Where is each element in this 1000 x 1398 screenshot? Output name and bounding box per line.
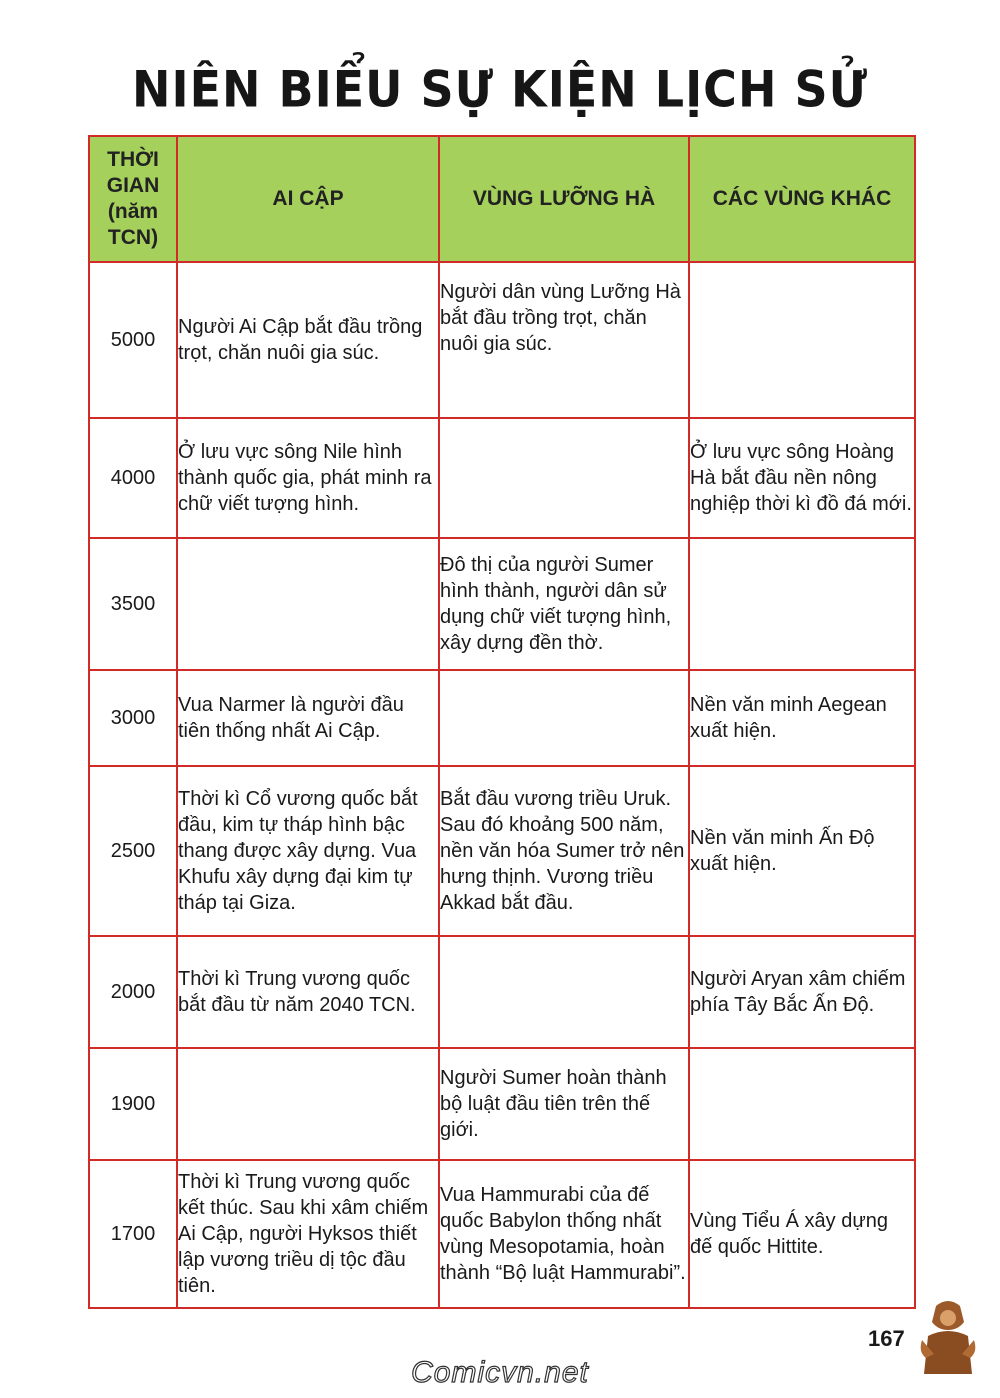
others-cell (689, 538, 915, 670)
year-cell: 1900 (89, 1048, 177, 1160)
others-cell (689, 1048, 915, 1160)
mesopotamia-cell (439, 418, 689, 538)
others-cell: Nền văn minh Ấn Độ xuất hiện. (689, 766, 915, 936)
others-cell: Ở lưu vực sông Hoàng Hà bắt đầu nền nông nghiệp thời kì đồ đá mới. (689, 418, 915, 538)
header-time-line: GIAN (106, 174, 160, 197)
table-row (89, 1160, 915, 1308)
table-row (89, 670, 915, 766)
header-time-line: TCN) (107, 226, 159, 249)
page-number: 167 (868, 1326, 905, 1351)
egypt-cell (177, 1048, 439, 1160)
egypt-cell: Vua Narmer là người đầu tiên thống nhất Ai Cập. (177, 670, 439, 766)
year-cell: 1700 (89, 1160, 177, 1308)
table-row (89, 1048, 915, 1160)
header-others: CÁC VÙNG KHÁC (689, 136, 915, 262)
header-mesopotamia: VÙNG LƯỠNG HÀ (439, 136, 689, 262)
watermark: Comicvn.net (411, 1356, 589, 1389)
year-cell: 2500 (89, 766, 177, 936)
others-cell (689, 262, 915, 418)
year-cell: 4000 (89, 418, 177, 538)
table-row (89, 766, 915, 936)
mesopotamia-cell: Người Sumer hoàn thành bộ luật đầu tiên trên thế giới. (439, 1048, 689, 1160)
year-cell: 5000 (89, 262, 177, 418)
egypt-cell: Thời kì Cổ vương quốc bắt đầu, kim tự tháp hình bậc thang được xây dựng. Vua Khufu xây dựng đại kim tự tháp tại Giza. (177, 766, 439, 936)
header-time (89, 136, 177, 262)
egypt-cell: Thời kì Trung vương quốc kết thúc. Sau khi xâm chiếm Ai Cập, người Hyksos thiết lập vương triều dị tộc đầu tiên. (177, 1160, 439, 1308)
header-time-label (90, 147, 176, 251)
others-cell: Nền văn minh Aegean xuất hiện. (689, 670, 915, 766)
table-row (89, 538, 915, 670)
mesopotamia-cell: Người dân vùng Lưỡng Hà bắt đầu trồng trọt, chăn nuôi gia súc. (439, 262, 689, 418)
mesopotamia-cell: Vua Hammurabi của đế quốc Babylon thống nhất vùng Mesopotamia, hoàn thành “Bộ luật Hammurabi”. (439, 1160, 689, 1308)
others-cell: Vùng Tiểu Á xây dựng đế quốc Hittite. (689, 1160, 915, 1308)
table-row (89, 418, 915, 538)
egypt-cell (177, 538, 439, 670)
year-cell: 2000 (89, 936, 177, 1048)
header-time-line: THỜI (107, 148, 159, 171)
egypt-cell: Người Ai Cập bắt đầu trồng trọt, chăn nuôi gia súc. (177, 262, 439, 418)
table-row (89, 262, 915, 418)
egypt-cell: Thời kì Trung vương quốc bắt đầu từ năm 2040 TCN. (177, 936, 439, 1048)
header-egypt: AI CẬP (177, 136, 439, 262)
mesopotamia-cell (439, 936, 689, 1048)
mesopotamia-cell (439, 670, 689, 766)
mesopotamia-cell: Đô thị của người Sumer hình thành, người dân sử dụng chữ viết tượng hình, xây dựng đền thờ. (439, 538, 689, 670)
header-time-line: (năm (107, 200, 159, 223)
timeline-table (88, 135, 916, 1309)
table-row (89, 936, 915, 1048)
egypt-cell: Ở lưu vực sông Nile hình thành quốc gia, phát minh ra chữ viết tượng hình. (177, 418, 439, 538)
mesopotamia-cell: Bắt đầu vương triều Uruk. Sau đó khoảng 500 năm, nền văn hóa Sumer trở nên hưng thịnh. Vương triều Akkad bắt đầu. (439, 766, 689, 936)
page-title: NIÊN BIỂU SỰ KIỆN LỊCH SỬ (131, 59, 869, 119)
year-cell: 3000 (89, 670, 177, 766)
year-cell: 3500 (89, 538, 177, 670)
table-header-row (89, 136, 915, 262)
others-cell: Người Aryan xâm chiếm phía Tây Bắc Ấn Độ. (689, 936, 915, 1048)
